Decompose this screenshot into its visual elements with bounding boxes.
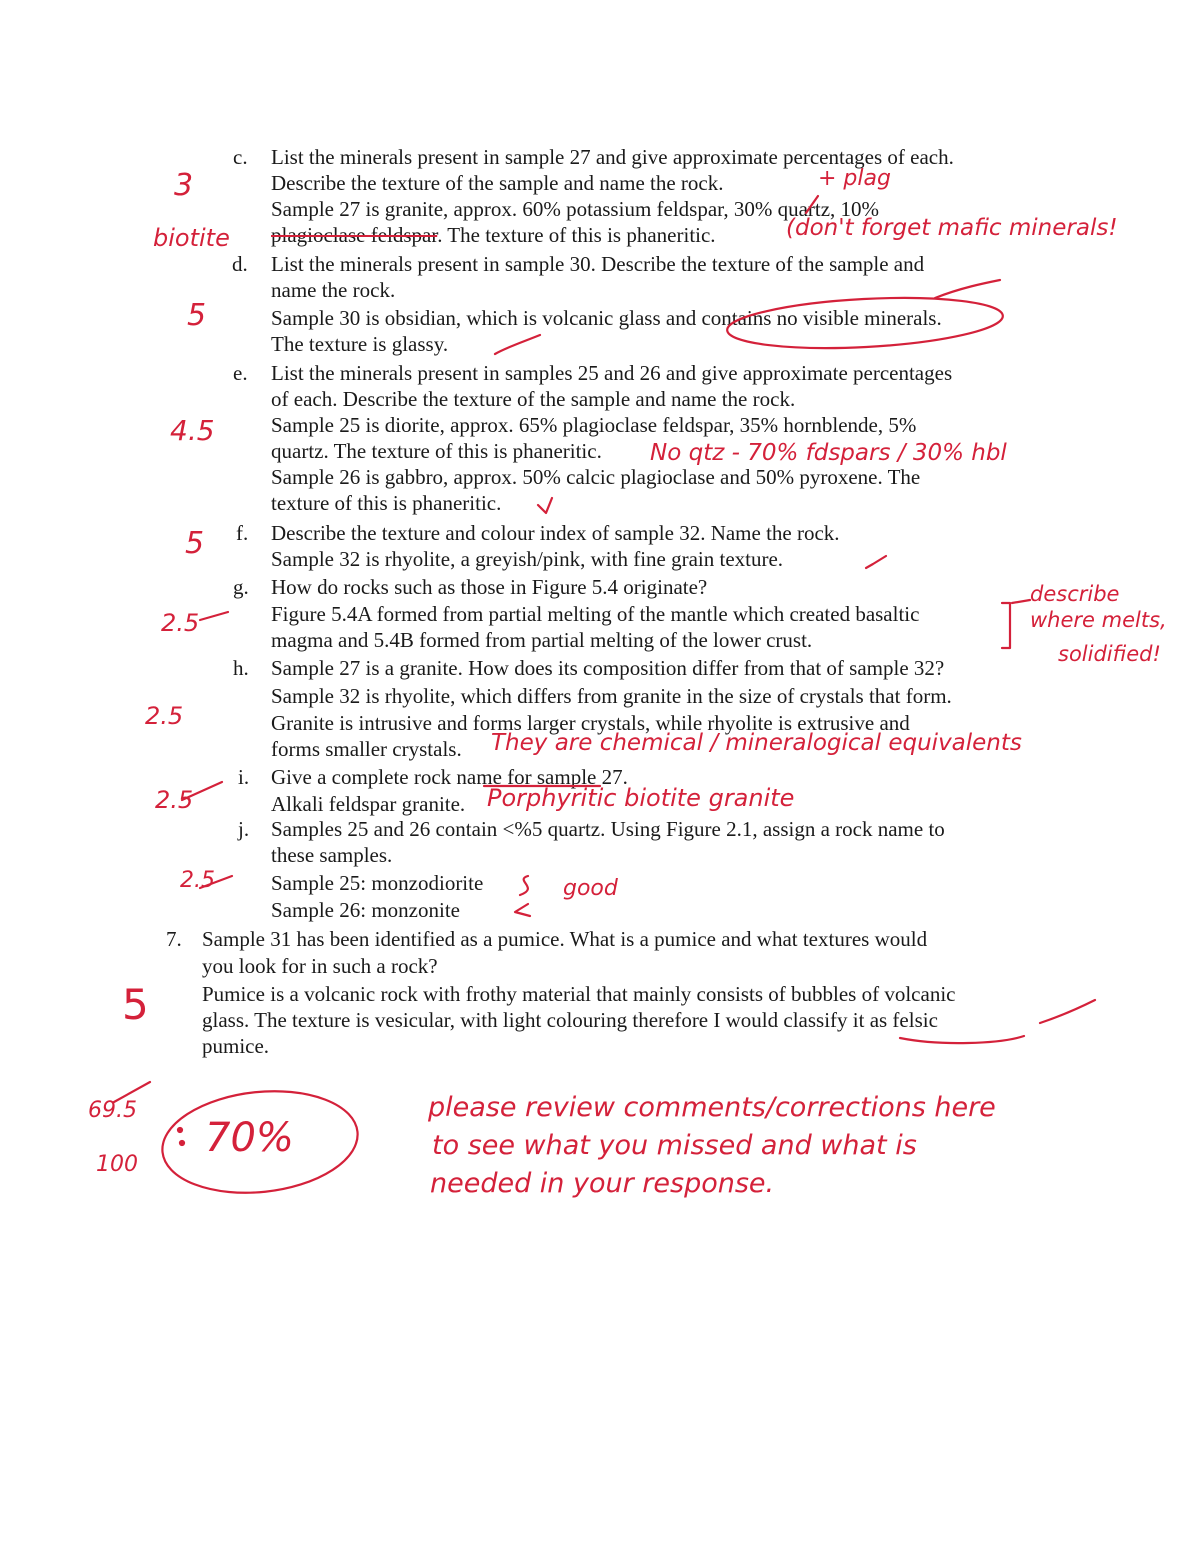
comment-g-line2: where melts, bbox=[1030, 608, 1167, 632]
question-i-answer: Alkali feldspar granite. bbox=[271, 792, 466, 816]
score-c: 3 bbox=[174, 168, 194, 203]
score-f: 5 bbox=[185, 526, 205, 561]
question-e-answer-line2: quartz. The texture of this is phaneritic. bbox=[271, 439, 602, 463]
question-d-prompt-line1: List the minerals present in sample 30. Describe the texture of the sample and bbox=[271, 252, 925, 276]
total-denominator: 100 bbox=[96, 1152, 138, 1177]
question-g-prompt: How do rocks such as those in Figure 5.4 originate? bbox=[271, 575, 708, 599]
score-7: 5 bbox=[122, 980, 149, 1029]
score-i: 2.5 bbox=[155, 786, 194, 814]
fraction-slash bbox=[114, 1082, 150, 1102]
question-f-prompt: Describe the texture and colour index of sample 32. Name the rock. bbox=[271, 521, 840, 545]
question-g-answer-line2: magma and 5.4B formed from partial melting of the lower crust. bbox=[271, 628, 813, 652]
question-f-label: f. bbox=[236, 521, 249, 545]
d-arrow bbox=[935, 280, 1000, 298]
question-7-prompt-line2: you look for in such a rock? bbox=[202, 954, 438, 978]
question-h-answer-line3: forms smaller crystals. bbox=[271, 737, 462, 761]
check-d bbox=[495, 335, 540, 354]
question-7-answer-line1: Pumice is a volcanic rock with frothy material that mainly consists of bubbles of volcanic bbox=[202, 982, 956, 1006]
question-h-prompt: Sample 27 is a granite. How does its composition differ from that of sample 32? bbox=[271, 656, 945, 680]
dot-2 bbox=[180, 1141, 184, 1145]
check-7 bbox=[1040, 1000, 1095, 1023]
question-d-label: d. bbox=[232, 252, 248, 276]
question-e-prompt-line2: of each. Describe the texture of the sample and name the rock. bbox=[271, 387, 796, 411]
question-d-answer-line2: The texture is glassy. bbox=[271, 332, 449, 356]
question-i-prompt: Give a complete rock name for sample 27. bbox=[271, 765, 628, 789]
final-comment-line1: please review comments/corrections here bbox=[428, 1092, 996, 1123]
comment-plag: + plag bbox=[818, 166, 891, 191]
question-f-answer: Sample 32 is rhyolite, a greyish/pink, with fine grain texture. bbox=[271, 547, 784, 571]
question-7-answer-line3: pumice. bbox=[202, 1034, 270, 1058]
question-c-answer-line2: plagioclase feldspar. The texture of this is phaneritic. bbox=[271, 223, 716, 247]
arrow-j bbox=[515, 904, 530, 916]
question-h-label: h. bbox=[233, 656, 249, 680]
dot-1 bbox=[178, 1128, 182, 1132]
question-7-label: 7. bbox=[166, 927, 182, 951]
score-j: 2.5 bbox=[180, 868, 215, 893]
question-e-prompt-line1: List the minerals present in samples 25 and 26 and give approximate percentages bbox=[271, 361, 953, 385]
struck-text: plagioclase feldspar bbox=[271, 223, 438, 247]
comment-mafic-minerals: (don't forget mafic minerals! bbox=[786, 215, 1118, 241]
check-f bbox=[866, 556, 886, 568]
caret-mark bbox=[806, 196, 818, 213]
question-e-answer-line1: Sample 25 is diorite, approx. 65% plagioclase feldspar, 35% hornblende, 5% bbox=[271, 413, 917, 437]
brace-j bbox=[520, 876, 528, 895]
question-h-answer-line2: Granite is intrusive and forms larger crystals, while rhyolite is extrusive and bbox=[271, 711, 910, 735]
tick-g bbox=[200, 612, 228, 620]
question-j-prompt-line2: these samples. bbox=[271, 843, 393, 867]
question-j-answer-line1: Sample 25: monzodiorite bbox=[271, 871, 484, 895]
bracket-g-dash bbox=[1012, 600, 1030, 603]
total-numerator: 69.5 bbox=[88, 1098, 137, 1123]
question-c-label: c. bbox=[233, 145, 248, 169]
question-d-answer-line1: Sample 30 is obsidian, which is volcanic glass and contains no visible minerals. bbox=[271, 306, 942, 330]
question-7-prompt-line1: Sample 31 has been identified as a pumice. What is a pumice and what textures would bbox=[202, 927, 928, 951]
comment-h: They are chemical / mineralogical equivalents bbox=[491, 730, 1022, 756]
comment-biotite: biotite bbox=[153, 224, 230, 252]
circle-no-visible-minerals bbox=[726, 292, 1004, 354]
question-e-answer-line3: Sample 26 is gabbro, approx. 50% calcic plagioclase and 50% pyroxene. The bbox=[271, 465, 921, 489]
score-d: 5 bbox=[187, 298, 207, 333]
comment-i: Porphyritic biotite granite bbox=[487, 784, 795, 812]
question-j-prompt-line1: Samples 25 and 26 contain <%5 quartz. Using Figure 2.1, assign a rock name to bbox=[271, 817, 945, 841]
question-c-prompt-line2: Describe the texture of the sample and name the rock. bbox=[271, 171, 724, 195]
question-h-answer-line1: Sample 32 is rhyolite, which differs from granite in the size of crystals that form. bbox=[271, 684, 952, 708]
question-d-prompt-line2: name the rock. bbox=[271, 278, 396, 302]
question-c-prompt-line1: List the minerals present in sample 27 and give approximate percentages of each. bbox=[271, 145, 954, 169]
underline-felsic bbox=[900, 1036, 1024, 1043]
comment-g-line1: describe bbox=[1030, 582, 1120, 606]
question-c-answer-line1: Sample 27 is granite, approx. 60% potassium feldspar, 30% quartz, 10% bbox=[271, 197, 880, 221]
final-comment-line2: to see what you missed and what is bbox=[432, 1130, 917, 1161]
comment-g-line3: solidified! bbox=[1058, 642, 1161, 666]
score-e: 4.5 bbox=[170, 414, 215, 447]
question-e-answer-line4: texture of this is phaneritic. bbox=[271, 491, 502, 515]
score-h: 2.5 bbox=[145, 702, 184, 730]
comment-e: No qtz - 70% fdspars / 30% hbl bbox=[650, 440, 1007, 466]
question-g-answer-line1: Figure 5.4A formed from partial melting of the mantle which created basaltic bbox=[271, 602, 920, 626]
question-g-label: g. bbox=[233, 575, 249, 599]
check-e bbox=[538, 498, 552, 513]
final-comment-line3: needed in your response. bbox=[430, 1168, 775, 1199]
bracket-g bbox=[1002, 603, 1010, 648]
score-g: 2.5 bbox=[161, 609, 200, 637]
question-j-answer-line2: Sample 26: monzonite bbox=[271, 898, 460, 922]
question-i-label: i. bbox=[238, 765, 250, 789]
percent-grade: 70% bbox=[205, 1115, 294, 1161]
comment-j-good: good bbox=[563, 876, 618, 901]
tick-i bbox=[182, 782, 222, 800]
circle-percent bbox=[157, 1082, 362, 1202]
question-e-label: e. bbox=[233, 361, 248, 385]
question-j-label: j. bbox=[238, 817, 250, 841]
question-7-answer-line2: glass. The texture is vesicular, with light colouring therefore I would classify it as felsic bbox=[202, 1008, 938, 1032]
tick-j bbox=[200, 876, 232, 888]
